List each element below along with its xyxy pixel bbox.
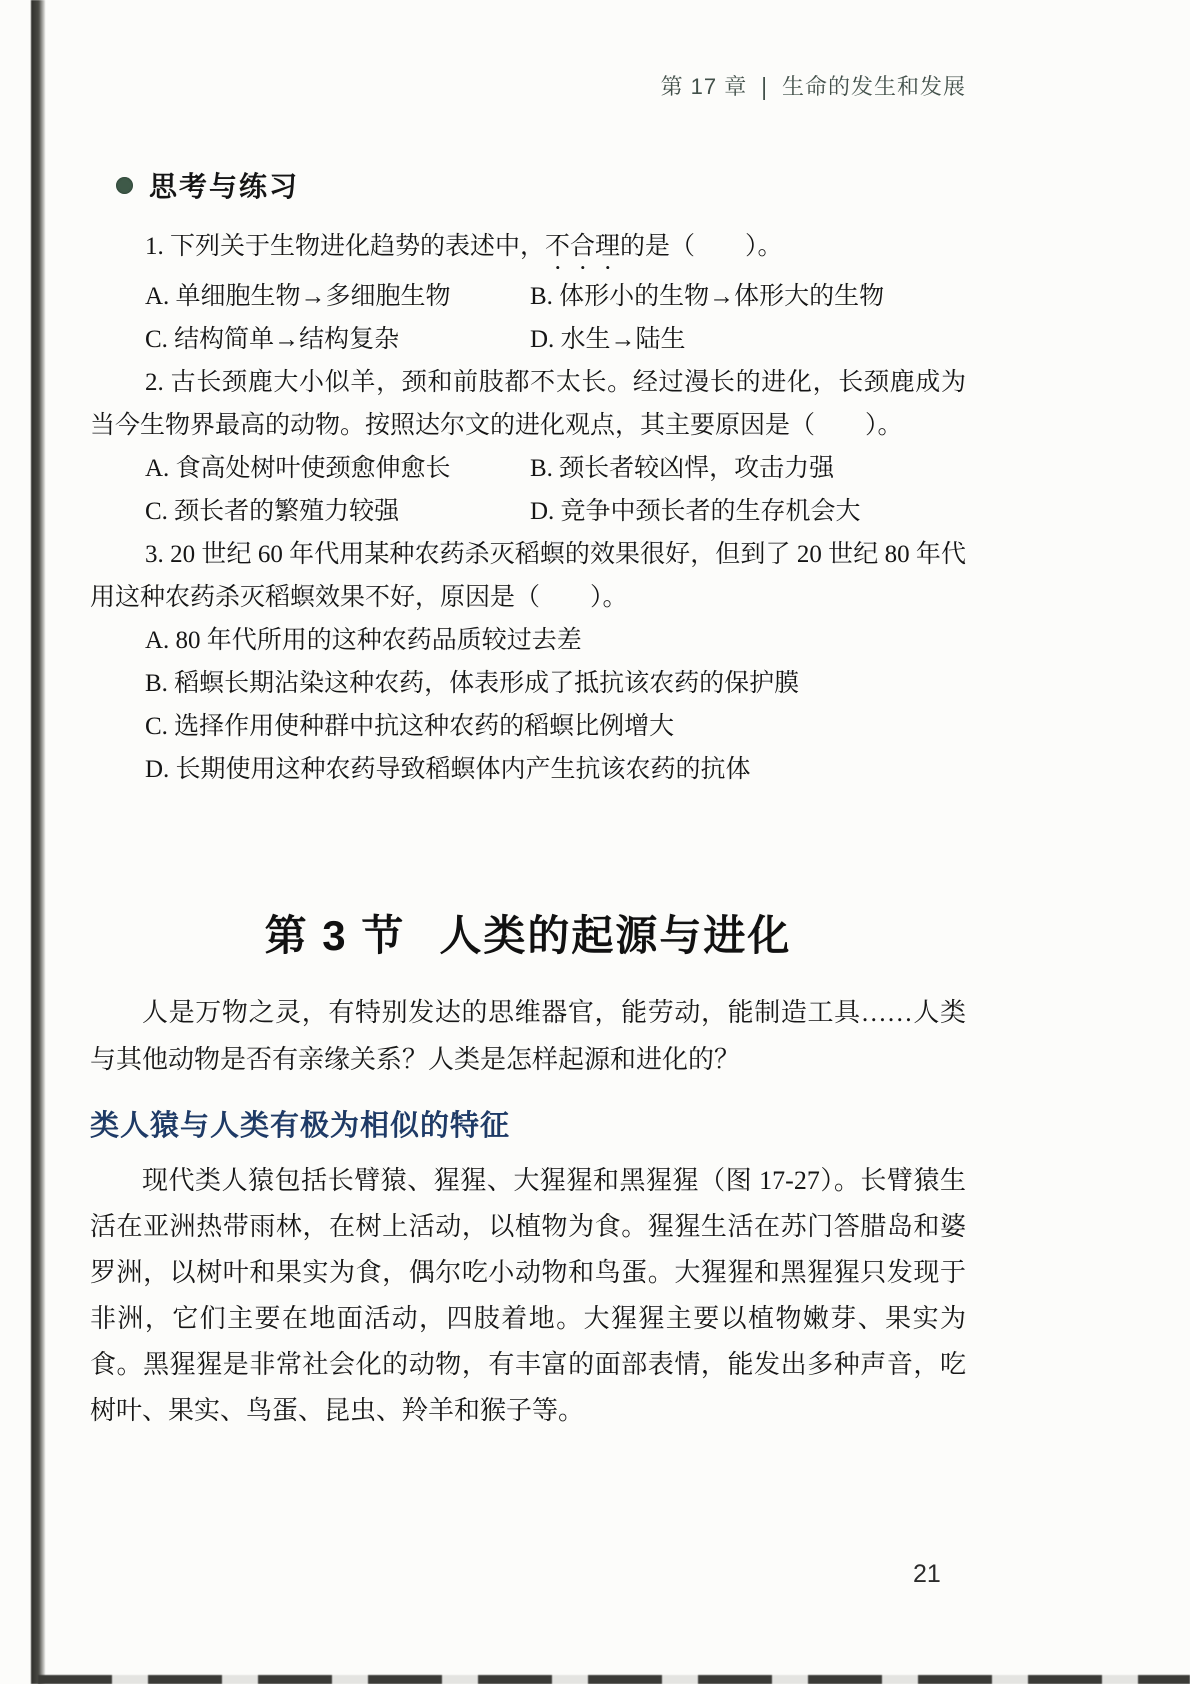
scan-edge-bottom [38, 1675, 1190, 1684]
scan-edge-left [31, 0, 45, 1684]
q1-stem-post: 的是（ ）。 [620, 233, 783, 260]
q2-option-a: A. 食高处树叶使颈愈伸愈长 [145, 455, 451, 482]
q2-option-b: B. 颈长者较凶悍，攻击力强 [530, 455, 835, 482]
section-title-name: 人类的起源与进化 [439, 912, 792, 959]
section-title [90, 905, 966, 967]
q1-stem-pre: 1. 下列关于生物进化趋势的表述中， [145, 233, 546, 260]
q1-option-a: A. 单细胞生物→多细胞生物 [145, 283, 451, 310]
q3-option-c: C. 选择作用使种群中抗这种农药的稻螟比例增大 [145, 713, 675, 740]
q1-option-b: B. 体形小的生物→体形大的生物 [530, 283, 885, 310]
section-title-number: 第 3 节 [264, 912, 406, 959]
exercise-heading-label: 思考与练习 [149, 171, 300, 202]
running-header [90, 0, 966, 101]
section-intro-paragraph: 人是万物之灵，有特别发达的思维器官，能劳动，能制造工具……人类与其他动物是否有亲缘关系？人类是怎样起源和进化的？ [90, 998, 966, 1074]
q1-stem-emphasized: 不合理 [545, 233, 621, 260]
q3-option-b: B. 稻螟长期沾染这种农药，体表形成了抵抗该农药的保护膜 [145, 670, 800, 697]
bullet-icon [116, 177, 133, 194]
question-2-stem: 2. 古长颈鹿大小似羊，颈和前肢都不太长。经过漫长的进化，长颈鹿成为当今生物界最高的动物。按照达尔文的进化观点，其主要原因是（ ）。 [90, 369, 966, 439]
chapter-number: 第 17 章 [660, 74, 748, 99]
q1-options-row-ab [90, 275, 966, 318]
page-content [90, 0, 966, 1434]
q1-option-c: C. 结构简单→结构复杂 [145, 326, 400, 353]
question-3-stem: 3. 20 世纪 60 年代用某种农药杀灭稻螟的效果很好，但到了 20 世纪 80 年代用这种农药杀灭稻螟效果不好，原因是（ ）。 [90, 541, 966, 611]
q2-options-row-cd [90, 490, 966, 533]
q2-option-d: D. 竞争中颈长者的生存机会大 [530, 498, 861, 525]
q1-options-row-cd [90, 318, 966, 361]
header-divider: | [761, 72, 768, 101]
q1-option-d: D. 水生→陆生 [530, 326, 686, 353]
question-1-stem [90, 225, 966, 275]
q2-options-row-ab [90, 447, 966, 490]
q3-option-a: A. 80 年代所用的这种农药品质较过去差 [145, 627, 582, 654]
section-subheading: 类人猿与人类有极为相似的特征 [90, 1110, 511, 1142]
exercise-section-heading [90, 165, 966, 205]
q2-option-c: C. 颈长者的繁殖力较强 [145, 498, 400, 525]
page-number: 21 [913, 1560, 941, 1588]
q3-option-d: D. 长期使用这种农药导致稻螟体内产生抗该农药的抗体 [145, 756, 751, 783]
section-body-paragraph: 现代类人猿包括长臂猿、猩猩、大猩猩和黑猩猩（图 17-27）。长臂猿生活在亚洲热带雨林，在树上活动，以植物为食。猩猩生活在苏门答腊岛和婆罗洲，以树叶和果实为食，偶尔吃小动物和鸟蛋。大猩猩和黑猩猩只发现于非洲，它们主要在地面活动，四肢着地。大猩猩主要以植物嫩芽、果实为食。黑猩猩是非常社会化的动物，有丰富的面部表情，能发出多种声音，吃树叶、果实、鸟蛋、昆虫、羚羊和猴子等。 [90, 1166, 966, 1425]
chapter-title: 生命的发生和发展 [781, 74, 966, 99]
